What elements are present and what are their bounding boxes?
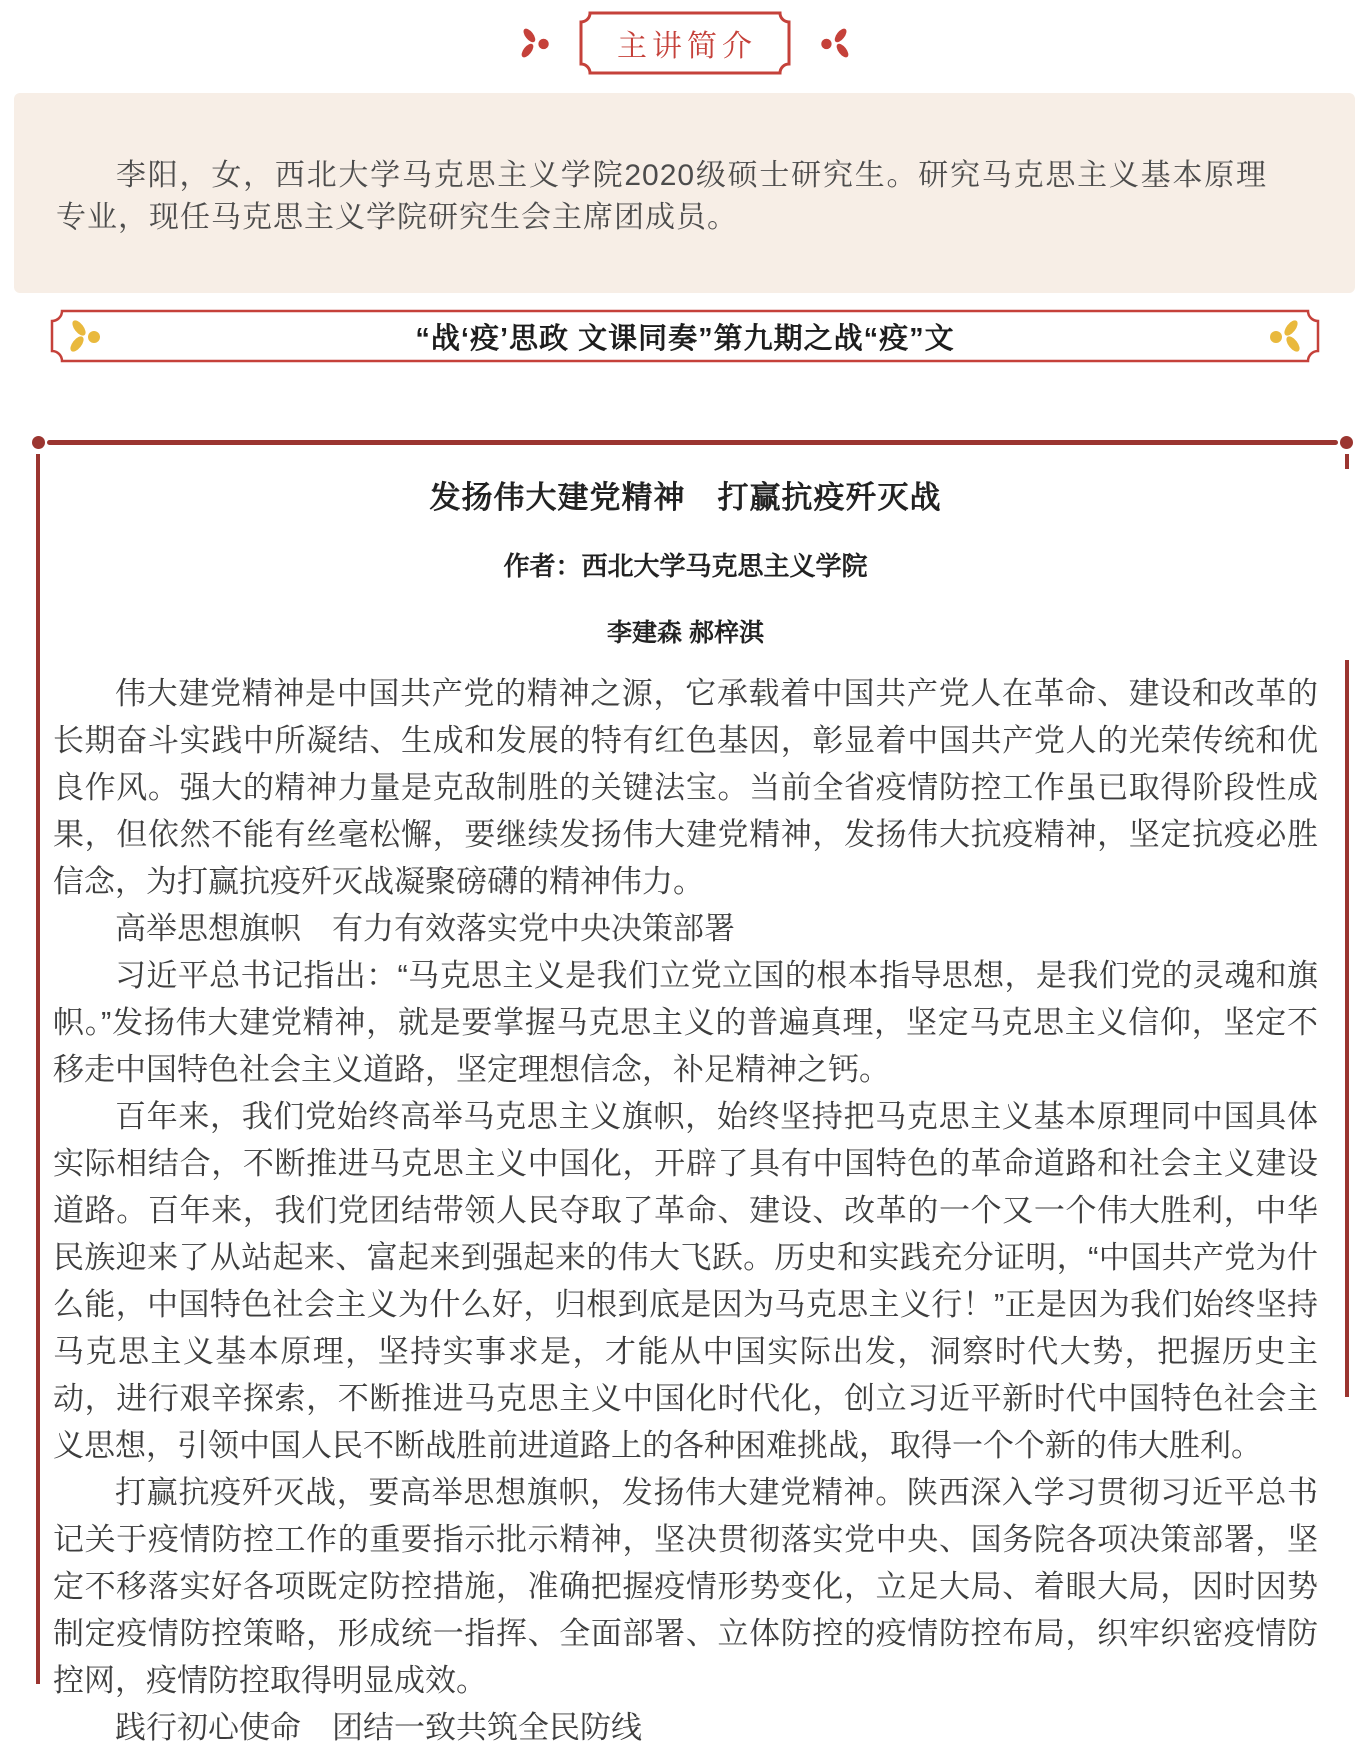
- speaker-bio-box: [14, 93, 1355, 293]
- floral-sprig-red-left-icon: [519, 25, 553, 61]
- article-subheading: 践行初心使命 团结一致共筑全民防线: [115, 1710, 642, 1745]
- article-paragraph: 百年来，我们党始终高举马克思主义旗帜，始终坚持把马克思主义基本原理同中国具体实际相结合，不断推进马克思主义中国化，开辟了具有中国特色的革命道路和社会主义建设道路。百年来，我们党团结带领人民夺取了革命、建设、改革的一个又一个伟大胜利，中华民族迎来了从站起来、富起来到强起来的伟大飞跃。历史和实践充分证明，“中国共产党为什么能，中国特色社会主义为什么好，归根到底是因为马克思主义行！”正是因为我们始终坚持马克思主义基本原理，坚持实事求是，才能从中国实际出发，洞察时代大势，把握历史主动，进行艰辛探索，不断推进马克思主义中国化时代化，创立习近平新时代中国特色社会主义思想，引领中国人民不断战胜前进道路上的各种困难挑战，取得一个个新的伟大胜利。: [53, 1099, 1318, 1463]
- article-paragraph: 伟大建党精神是中国共产党的精神之源，它承载着中国共产党人在革命、建设和改革的长期奋斗实践中所凝结、生成和发展的特有红色基因，彰显着中国共产党人的光荣传统和优良作风。强大的精神力量是克敌制胜的关键法宝。当前全省疫情防控工作虽已取得阶段性成果，但依然不能有丝毫松懈，要继续发扬伟大建党精神，发扬伟大抗疫精神，坚定抗疫必胜信念，为打赢抗疫歼灭战凝聚磅礴的精神伟力。: [53, 676, 1318, 899]
- speaker-bio-text: 李阳，女，西北大学马克思主义学院2020级硕士研究生。研究马克思主义基本原理专业，现任马克思主义学院研究生会主席团成员。: [56, 159, 1267, 234]
- frame-left-line: [36, 454, 40, 1684]
- article-paragraph: 习近平总书记指出：“马克思主义是我们立党立国的根本指导思想，是我们党的灵魂和旗帜。”发扬伟大建党精神，就是要掌握马克思主义的普遍真理，坚定马克思主义信仰，坚定不移走中国特色社会主义道路，坚定理想信念，补足精神之钙。: [53, 958, 1318, 1087]
- speaker-intro-plaque: [579, 11, 791, 75]
- frame-corner-dot-right: [1340, 436, 1353, 449]
- article-title: 发扬伟大建党精神 打赢抗疫歼灭战: [429, 480, 942, 515]
- frame-right-line-top: [1345, 454, 1349, 469]
- series-banner-title: “战‘疫’思政 文课同奏”第九期之战“疫”文: [415, 322, 955, 355]
- article-author-line: 作者：西北大学马克思主义学院: [503, 551, 868, 581]
- badge-row: [0, 10, 1369, 76]
- article-subheading: 高举思想旗帜 有力有效落实党中央决策部署: [115, 911, 735, 946]
- floral-sprig-gold-right-icon: [1266, 316, 1302, 356]
- series-banner: [50, 309, 1320, 363]
- frame-right-line-bottom: [1345, 660, 1349, 1397]
- frame-corner-dot-left: [32, 436, 45, 449]
- floral-sprig-gold-left-icon: [68, 316, 104, 356]
- article-author-names: 李建森 郝梓淇: [607, 619, 764, 647]
- floral-sprig-red-right-icon: [817, 25, 851, 61]
- badge-title: 主讲简介: [617, 30, 757, 63]
- article-frame: [31, 436, 1354, 1745]
- article-paragraph: 打赢抗疫歼灭战，要高举思想旗帜，发扬伟大建党精神。陕西深入学习贯彻习近平总书记关于疫情防控工作的重要指示批示精神，坚决贯彻落实党中央、国务院各项决策部署，坚定不移落实好各项既定防控措施，准确把握疫情形势变化，立足大局、着眼大局，因时因势制定疫情防控策略，形成统一指挥、全面部署、立体防控的疫情防控布局，织牢织密疫情防控网，疫情防控取得明显成效。: [53, 1475, 1318, 1698]
- article-body: [53, 670, 1318, 1751]
- article-content: [53, 444, 1318, 1751]
